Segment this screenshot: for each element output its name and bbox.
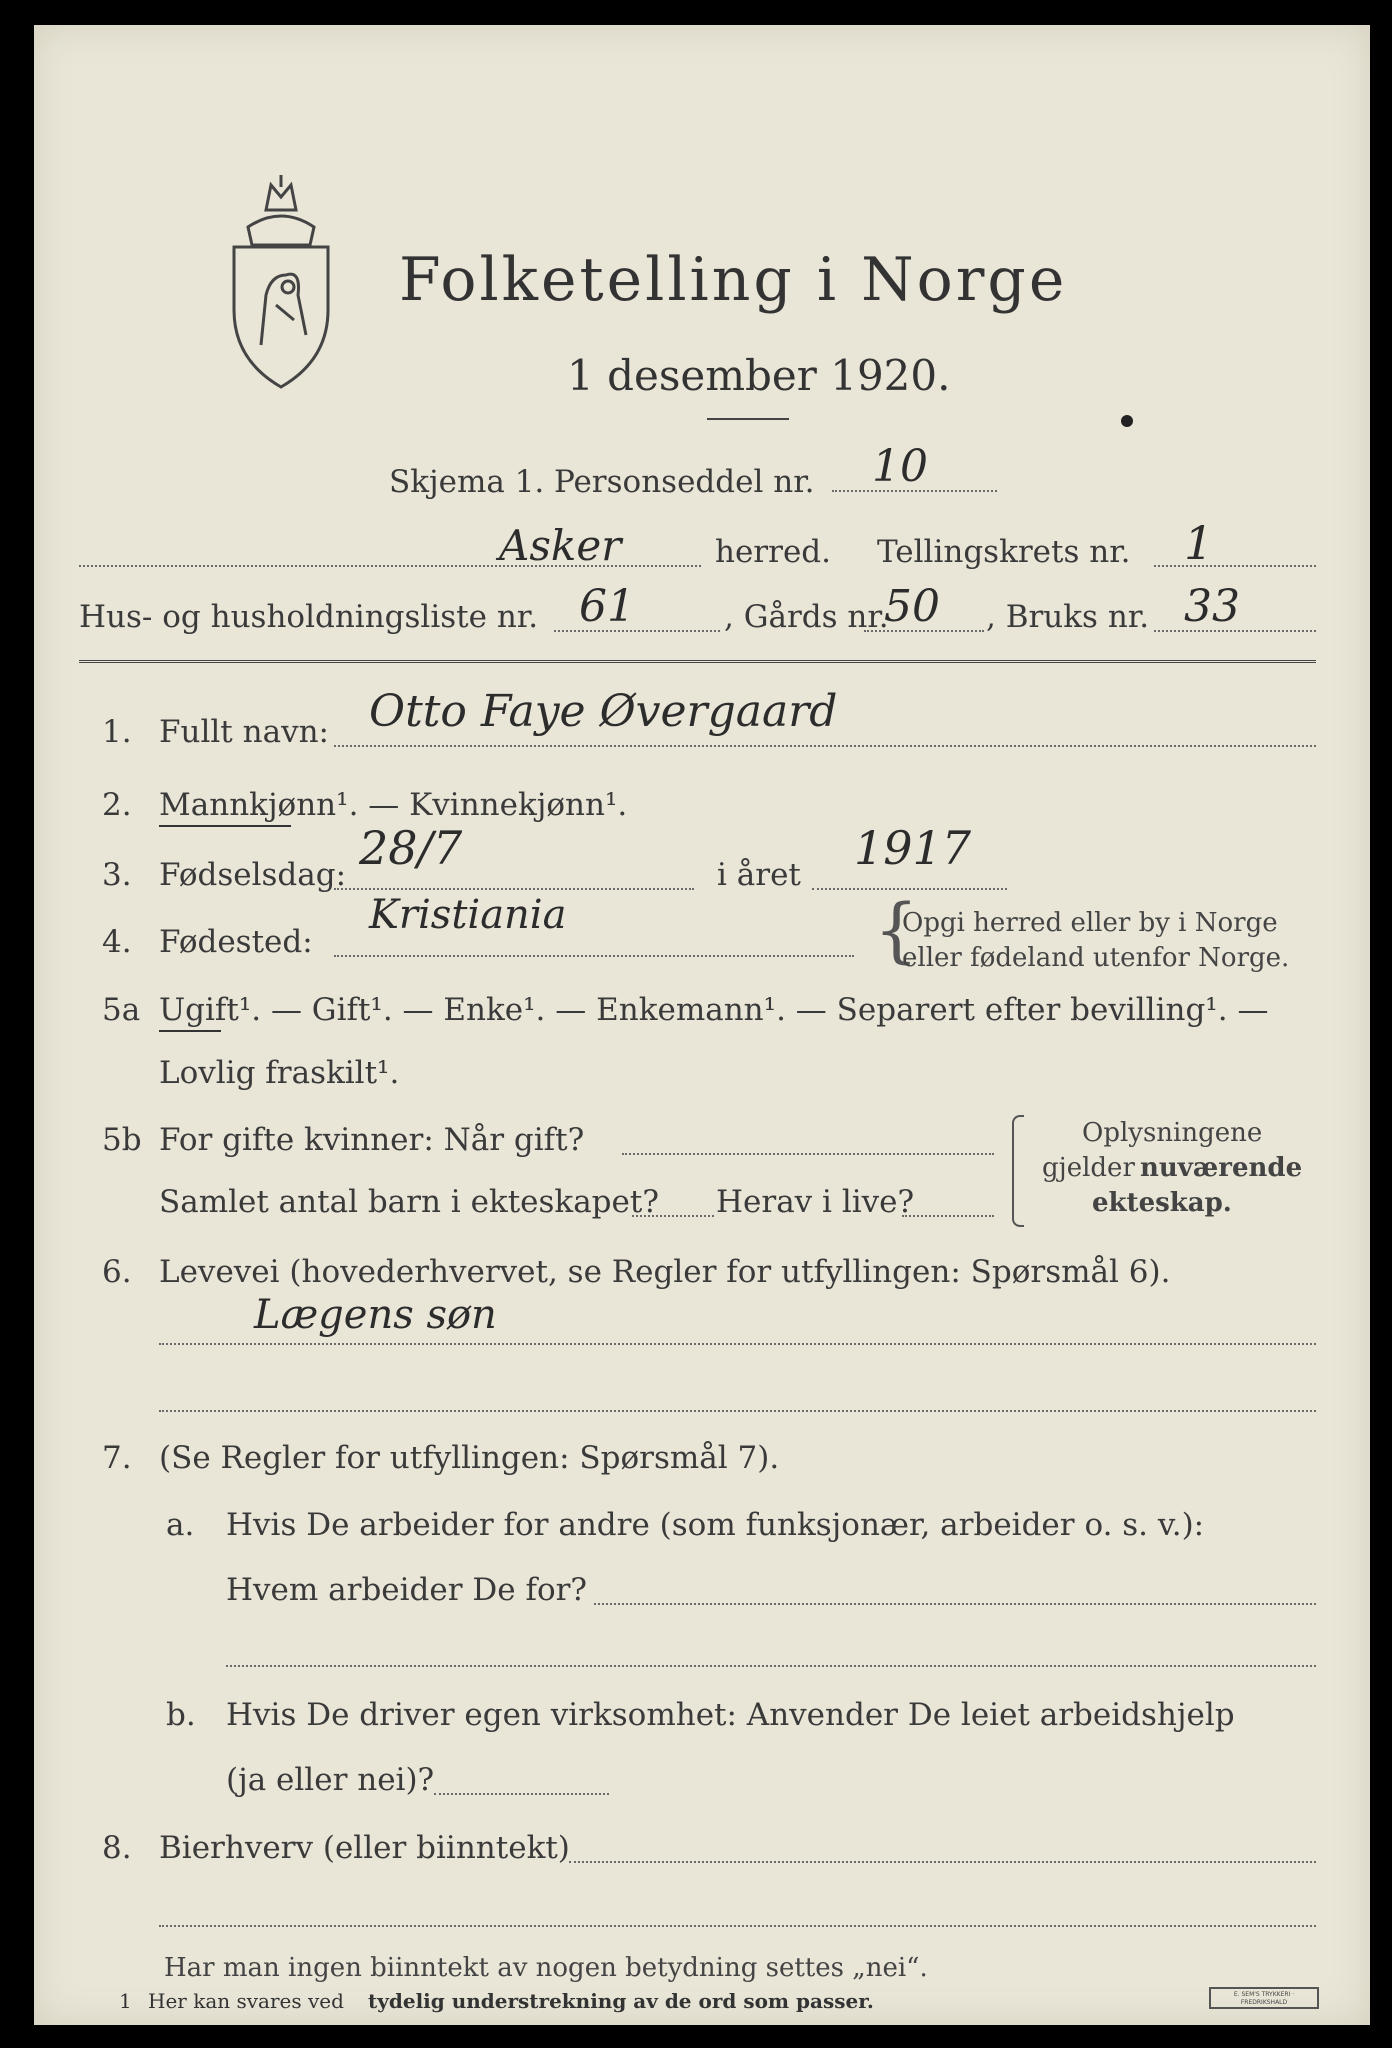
q8-note: Har man ingen biinntekt av nogen betydning settes „nei“. [164, 1953, 928, 1983]
q7a-line-b [226, 1665, 1316, 1667]
herred-label: herred. [715, 534, 831, 570]
form-date: 1 desember 1920. [567, 351, 951, 400]
ink-dot [1121, 415, 1133, 427]
q2-underline [159, 825, 291, 827]
form-title: Folketelling i Norge [399, 245, 1068, 315]
tellingskrets-line [1154, 565, 1316, 567]
q5a-line1: Ugift¹. — Gift¹. — Enke¹. — Enkemann¹. — Separert efter bevilling¹. — [159, 992, 1269, 1028]
norwegian-coat-of-arms-icon [226, 175, 336, 390]
q5b-married-line [622, 1153, 994, 1155]
printer-stamp: E. SEM'S TRYKKERI · FREDRIKSHALD [1233, 1991, 1295, 2006]
q4-label: Fødested: [159, 924, 313, 960]
q5b-children-line [632, 1215, 714, 1217]
q7a-line1: Hvis De arbeider for andre (som funksjonær, arbeider o. s. v.): [226, 1507, 1205, 1543]
q7a-line-a [594, 1603, 1316, 1605]
q7-number: 7. [102, 1440, 132, 1476]
q5b-note-line1: Oplysningene [1082, 1118, 1263, 1148]
personseddel-value: 10 [872, 441, 928, 492]
q5b-note-bracket [1012, 1115, 1024, 1227]
footnote-mark: 1 [119, 1989, 132, 2013]
q8-number: 8. [102, 1830, 132, 1866]
q5a-underline [159, 1030, 221, 1032]
q8-line-b [159, 1925, 1316, 1927]
q4-number: 4. [102, 924, 132, 960]
q4-line [334, 955, 854, 957]
q2-number: 2. [102, 787, 132, 823]
q6-number: 6. [102, 1254, 132, 1290]
q1-value: Otto Faye Øvergaard [369, 686, 838, 737]
q4-value: Kristiania [369, 892, 567, 938]
q4-note-line2: eller fødeland utenfor Norge. [902, 943, 1290, 973]
q7b-answer-line [434, 1793, 609, 1795]
q1-label: Fullt navn: [159, 714, 329, 750]
q1-number: 1. [102, 714, 132, 750]
q7-label: (Se Regler for utfyllingen: Spørsmål 7). [159, 1440, 780, 1476]
header-separator [79, 660, 1316, 663]
q8-label: Bierhverv (eller biinntekt) [159, 1830, 570, 1866]
q4-note-brace: { [874, 889, 919, 971]
bruks-label: , Bruks nr. [986, 599, 1150, 635]
q6-label: Levevei (hovederhvervet, se Regler for utfyllingen: Spørsmål 6). [159, 1254, 1171, 1290]
personseddel-label: Personseddel nr. [554, 464, 815, 500]
title-rule [707, 418, 789, 420]
q5b-children-label: Samlet antal barn i ekteskapet? [159, 1184, 659, 1220]
q5a-line2: Lovlig fraskilt¹. [159, 1055, 400, 1091]
q5b-alive-label: Herav i live? [716, 1184, 915, 1220]
gards-label: , Gårds nr. [724, 599, 889, 635]
q7a-line2: Hvem arbeider De for? [226, 1572, 588, 1608]
q3-label: Fødselsdag: [159, 857, 347, 893]
printer-stamp-box [1209, 1987, 1319, 2009]
q1-line [334, 745, 1316, 747]
census-form-sheet [34, 25, 1370, 2025]
q3-year-value: 1917 [854, 821, 972, 875]
q5a-number: 5a [102, 992, 141, 1028]
q5b-number: 5b [102, 1122, 142, 1158]
herred-value: Asker [499, 521, 622, 570]
q7a-letter: a. [166, 1507, 195, 1543]
q5b-note-line2a: gjelder [1042, 1153, 1135, 1183]
q3-number: 3. [102, 857, 132, 893]
q4-note-line1: Opgi herred eller by i Norge [902, 908, 1278, 938]
husliste-value: 61 [579, 581, 635, 632]
q6-value: Lægens søn [254, 1292, 497, 1338]
q5b-note-line3: ekteskap. [1092, 1188, 1232, 1218]
q3-day-value: 28/7 [359, 821, 463, 875]
q5b-alive-line [902, 1215, 994, 1217]
q7b-line1: Hvis De driver egen virksomhet: Anvender De leiet arbeidshjelp [226, 1697, 1235, 1733]
gards-value: 50 [884, 581, 940, 632]
q3-year-label: i året [717, 857, 801, 893]
skjema-label: Skjema 1. [389, 464, 545, 500]
q7b-letter: b. [166, 1697, 196, 1733]
q5b-line1: For gifte kvinner: Når gift? [159, 1122, 585, 1158]
q7b-line2: (ja eller nei)? [226, 1762, 435, 1798]
tellingskrets-value: 1 [1184, 516, 1214, 570]
q6-line2 [159, 1410, 1316, 1412]
q6-line1 [159, 1343, 1316, 1345]
footnote-text-bold: tydelig understrekning av de ord som passer. [368, 1989, 874, 2013]
q2-label: Mannkjønn¹. — Kvinnekjønn¹. [159, 787, 628, 823]
q3-day-line [334, 888, 694, 890]
footnote-text-start: Her kan svares ved [148, 1989, 344, 2013]
bruks-value: 33 [1184, 581, 1240, 632]
q8-line-a [569, 1861, 1316, 1863]
q5b-note-line2b: nuværende [1140, 1153, 1303, 1183]
husliste-label: Hus- og husholdningsliste nr. [79, 599, 539, 635]
tellingskrets-label: Tellingskrets nr. [877, 534, 1131, 570]
